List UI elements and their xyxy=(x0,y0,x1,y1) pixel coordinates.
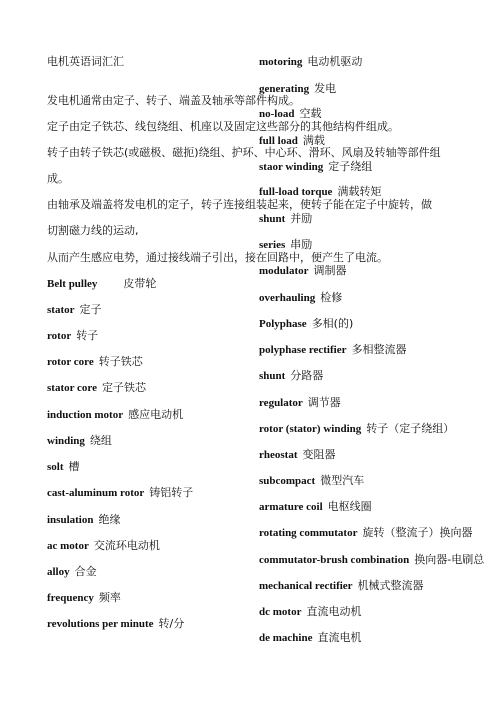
term-en: stator core xyxy=(47,382,97,394)
term-zh: 定子 xyxy=(79,303,102,316)
term-en: shunt xyxy=(259,370,286,382)
term-row xyxy=(47,513,120,527)
term-zh: 转子铁芯 xyxy=(98,355,143,368)
term-zh: 分路器 xyxy=(290,369,324,382)
term-row xyxy=(259,474,364,488)
term-en: ac motor xyxy=(47,540,89,552)
term-zh: 转/分 xyxy=(158,617,185,630)
term-row xyxy=(47,565,97,579)
term-en: dc motor xyxy=(259,606,302,618)
term-zh: 调节器 xyxy=(307,396,341,409)
paragraph-line: 转子由转子铁芯(或磁极、磁扼)绕组、护环、中心环、滑环、风扇及转轴等部件组 xyxy=(47,146,441,159)
term-row xyxy=(259,55,362,69)
term-zh: 满载 xyxy=(302,134,325,147)
term-en: series xyxy=(259,239,286,251)
term-zh: 变阻器 xyxy=(302,448,336,461)
term-row xyxy=(259,212,312,226)
term-en: shunt xyxy=(259,213,286,225)
term-row xyxy=(47,277,156,291)
term-zh: 串励 xyxy=(290,238,313,251)
term-en: full-load torque xyxy=(259,186,333,198)
term-zh: 槽 xyxy=(68,460,80,473)
term-row xyxy=(259,264,347,278)
term-row xyxy=(259,631,361,645)
term-row xyxy=(259,343,406,357)
term-zh: 检修 xyxy=(320,291,343,304)
term-zh: 空载 xyxy=(299,107,322,120)
term-en: solt xyxy=(47,461,64,473)
term-row xyxy=(259,422,454,436)
page-title: 电机英语词汇汇 xyxy=(47,55,124,68)
term-zh: 满载转矩 xyxy=(337,185,382,198)
paragraph-line: 切割磁力线的运动, xyxy=(47,224,139,237)
term-zh: 定子绕组 xyxy=(328,160,373,173)
term-row xyxy=(259,291,342,305)
term-en: alloy xyxy=(47,566,70,578)
term-zh: 机械式整流器 xyxy=(357,579,424,592)
paragraph-line: 由轴承及端盖将发电机的定子，转子连接组装起来，使转子能在定子中旋转，做 xyxy=(47,198,432,211)
term-row xyxy=(259,160,372,174)
paragraph-line: 从而产生感应电势，通过接线端子引出，接在回路中，便产生了电流。 xyxy=(47,251,388,264)
term-en: subcompact xyxy=(259,475,316,487)
term-row xyxy=(259,605,361,619)
term-zh: 感应电动机 xyxy=(128,408,184,421)
term-row xyxy=(259,448,336,462)
paragraph-line: 成。 xyxy=(47,172,69,185)
term-en: rotor xyxy=(47,330,72,342)
term-row xyxy=(47,617,184,631)
term-row xyxy=(259,500,372,514)
term-zh: 电枢线圈 xyxy=(327,500,372,513)
term-row xyxy=(259,185,381,199)
term-en: full load xyxy=(259,135,298,147)
term-row xyxy=(259,526,472,540)
term-zh: 直流电机 xyxy=(317,631,362,644)
term-zh: 频率 xyxy=(98,591,121,604)
term-row xyxy=(259,238,312,252)
paragraph-line: 定子由定子铁芯、线包绕组、机座以及固定这些部分的其他结构件组成。 xyxy=(47,120,399,133)
term-zh: 绕组 xyxy=(89,434,112,447)
term-row xyxy=(47,408,183,422)
term-zh: 铸铝转子 xyxy=(149,486,194,499)
term-en: regulator xyxy=(259,397,303,409)
term-en: commutator-brush combination xyxy=(259,554,410,566)
term-row xyxy=(259,396,341,410)
term-zh: 皮带轮 xyxy=(123,277,157,290)
term-zh: 多相整流器 xyxy=(351,343,407,356)
term-row xyxy=(47,381,146,395)
term-en: rotating commutator xyxy=(259,527,358,539)
term-en: cast-aluminum rotor xyxy=(47,487,145,499)
term-zh: 直流电动机 xyxy=(306,605,362,618)
term-zh: 换向器-电刷总 xyxy=(414,553,485,566)
term-row xyxy=(259,579,424,593)
term-row xyxy=(47,486,193,500)
term-zh: 转子（定子绕组） xyxy=(366,422,455,435)
term-zh: 电动机驱动 xyxy=(307,55,363,68)
term-en: insulation xyxy=(47,514,94,526)
term-en: rheostat xyxy=(259,449,298,461)
term-en: winding xyxy=(47,435,85,447)
term-en: modulator xyxy=(259,265,309,277)
term-en: no-load xyxy=(259,108,295,120)
term-row xyxy=(259,317,353,331)
term-zh: 微型汽车 xyxy=(320,474,365,487)
term-en: revolutions per minute xyxy=(47,618,154,630)
term-row xyxy=(47,355,143,369)
term-row xyxy=(47,591,121,605)
term-row xyxy=(259,553,484,567)
term-zh: 绝缘 xyxy=(98,513,121,526)
term-en: Belt pulley xyxy=(47,278,98,290)
term-en: rotor (stator) winding xyxy=(259,423,362,435)
term-row xyxy=(259,369,323,383)
term-en: motoring xyxy=(259,56,303,68)
term-row xyxy=(47,460,80,474)
term-zh: 交流环电动机 xyxy=(93,539,160,552)
term-en: rotor core xyxy=(47,356,94,368)
term-en: stator xyxy=(47,304,75,316)
term-en: frequency xyxy=(47,592,94,604)
term-en: Polyphase xyxy=(259,318,307,330)
term-zh: 定子铁芯 xyxy=(102,381,146,394)
term-row xyxy=(47,539,160,553)
term-zh: 调制器 xyxy=(313,264,347,277)
term-en: de machine xyxy=(259,632,313,644)
term-en: armature coil xyxy=(259,501,323,513)
term-zh: 转子 xyxy=(76,329,99,342)
term-zh: 并励 xyxy=(290,212,313,225)
term-row xyxy=(47,303,102,317)
term-row xyxy=(47,434,112,448)
term-row xyxy=(47,329,98,343)
term-en: mechanical rectifier xyxy=(259,580,353,592)
term-zh: 合金 xyxy=(74,565,97,578)
term-en: staor winding xyxy=(259,161,324,173)
term-en: generating xyxy=(259,83,310,95)
term-zh: 旋转（整流子）换向器 xyxy=(362,526,473,539)
term-row xyxy=(259,107,321,121)
paragraph-line: 发电机通常由定子、转子、端盖及轴承等部件构成。 xyxy=(47,94,300,107)
term-en: induction motor xyxy=(47,409,124,421)
term-zh: 多相(的) xyxy=(311,317,354,330)
term-en: overhauling xyxy=(259,292,316,304)
term-zh: 发电 xyxy=(314,82,337,95)
term-en: polyphase rectifier xyxy=(259,344,347,356)
